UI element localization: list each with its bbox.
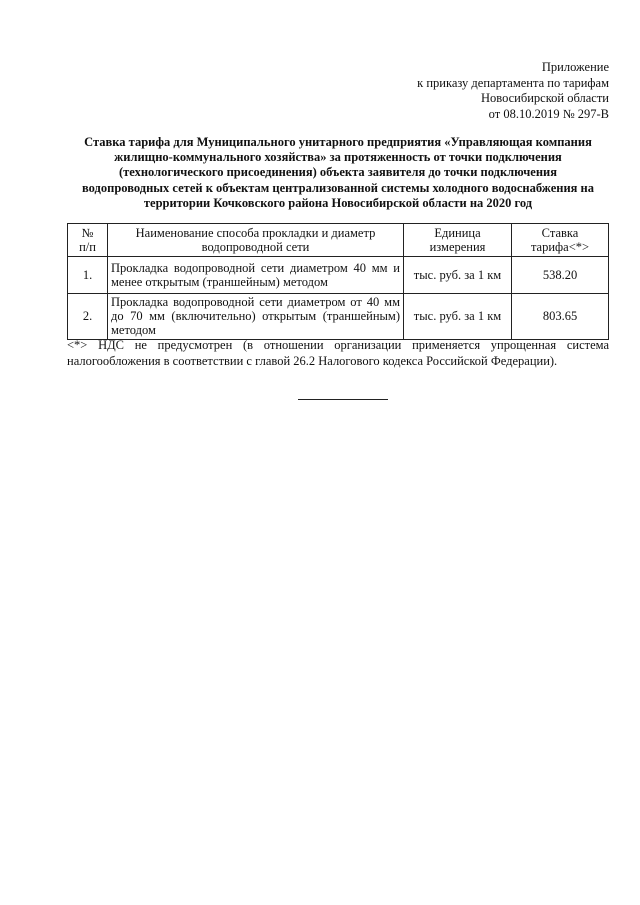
appendix-region: Новосибирской области [480, 91, 609, 105]
row-number: 1. [68, 257, 108, 294]
appendix-order-ref: к приказу департамента по тарифам [417, 75, 609, 90]
appendix-date-number: от 08.10.2019 № 297-В [488, 106, 609, 121]
end-separator-line [298, 399, 388, 400]
row-unit: тыс. руб. за 1 км [404, 294, 512, 340]
title-line: (технологического присоединения) объекта заявителя до точки подключения [119, 165, 557, 180]
header-rate: Ставка тарифа<*> [512, 224, 609, 257]
row-rate: 538.20 [512, 257, 609, 294]
document-title [67, 135, 609, 211]
table-row [68, 257, 609, 294]
tariff-table [67, 223, 609, 340]
row-unit: тыс. руб. за 1 км [404, 257, 512, 294]
row-rate: 803.65 [512, 294, 609, 340]
title-line: жилищно-коммунального хозяйства» за протяженность от точки подключения [114, 150, 562, 165]
title-line: Ставка тарифа для Муниципального унитарного предприятия «Управляющая компания [84, 135, 592, 149]
row-number: 2. [68, 294, 108, 340]
row-method-name: Прокладка водопроводной сети диаметром от 40 мм до 70 мм (включительно) открытым (траншейным) методом [108, 294, 404, 340]
table-header-row [68, 224, 609, 257]
title-line: водопроводных сетей к объектам централизованной системы холодного водоснабжения на [82, 180, 594, 195]
header-number: № п/п [68, 224, 108, 257]
vat-footnote: <*> НДС не предусмотрен (в отношении организации применяется упрощенная система налогообложения в соответствии с главой 26.2 Налогового кодекса Российской Федерации). [67, 338, 609, 368]
appendix-reference [417, 60, 609, 122]
table-row [68, 294, 609, 340]
header-method-name: Наименование способа прокладки и диаметр водопроводной сети [108, 224, 404, 257]
appendix-label: Приложение [541, 60, 609, 74]
row-method-name: Прокладка водопроводной сети диаметром 40 мм и менее открытым (траншейным) методом [108, 257, 404, 294]
title-line: территории Кочковского района Новосибирской области на 2020 год [143, 195, 533, 210]
header-unit: Единица измерения [404, 224, 512, 257]
